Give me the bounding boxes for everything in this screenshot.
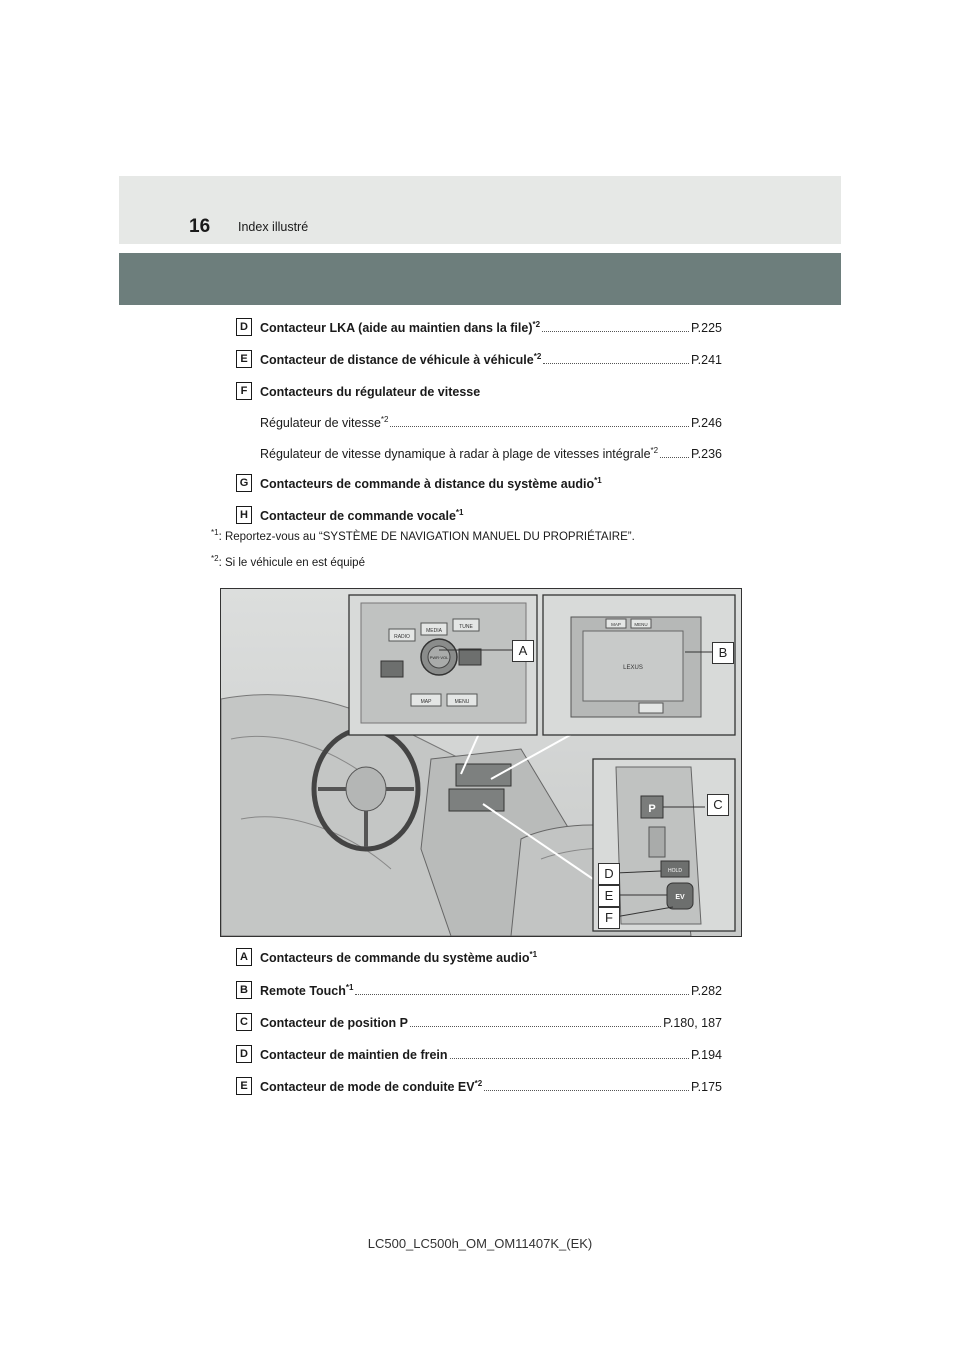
dot-leader [410,1025,661,1027]
entry-text: Contacteurs du régulateur de vitesse [260,385,481,399]
header-band [119,253,841,305]
entry-sup: *2 [650,445,659,455]
letter-box-e: E [236,350,252,368]
entry-text: Régulateur de vitesse [260,416,381,430]
entry-ev-mode [236,1074,722,1094]
footnote-text: : Si le véhicule en est équipé [218,557,365,569]
footnote-text: : Reportez-vous au “SYSTÈME DE NAVIGATION MANUEL DU PROPRIÉTAIRE”. [218,531,635,543]
letter-box-h: H [236,506,252,524]
entry-sup: *1 [529,949,538,959]
page-number: 16 [189,216,211,237]
entry-page-link[interactable]: P.180, 187 [663,1016,722,1030]
entry-text: Contacteur LKA (aide au maintien dans la file) [260,321,533,335]
entry-page-link[interactable]: P.225 [690,321,722,335]
menu-button-text: MENU [454,699,470,705]
figure-label-e: E [598,885,620,907]
dot-leader [450,1057,689,1059]
entry-page-link[interactable]: P.236 [690,447,722,461]
hold-button-text: HOLD [668,868,682,874]
footnote-2 [211,554,365,569]
entry-text: Remote Touch [260,984,346,998]
entry-cruise-switches [236,379,722,399]
page-header [119,176,841,244]
letter-box-a: A [236,948,252,966]
dot-leader [543,362,689,364]
letter-box-f: F [236,382,252,400]
entry-lka-switch [236,315,722,335]
figure-label-b: B [712,642,734,664]
lexus-logo-text: LEXUS [623,665,643,671]
letter-box-c: C [236,1013,252,1031]
entry-audio-switches [236,945,722,965]
entry-text: Contacteurs de commande du système audio [260,951,530,965]
section-title: Index illustré [238,220,309,234]
dot-leader [484,1089,689,1091]
footnote-mark: *1 [211,528,219,538]
remote-map-text: MAP [611,622,621,627]
entry-sup: *2 [474,1078,483,1088]
remote-menu-text: MENU [634,622,648,627]
footnote-mark: *2 [211,554,219,564]
media-button-text: MEDIA [426,628,442,634]
footnote-1 [211,528,635,543]
entry-text: Contacteurs de commande à distance du système audio [260,477,595,491]
entry-text: Contacteur de maintien de frein [260,1048,448,1062]
letter-box-g: G [236,474,252,492]
entry-text: Contacteur de commande vocale [260,509,456,523]
entry-sup: *2 [532,319,541,329]
interior-illustration [220,588,742,937]
power-vol-text: PWR·VOL [429,655,449,660]
entry-radar-cruise [236,441,722,461]
letter-box-e-bottom: E [236,1077,252,1095]
document-code: LC500_LC500h_OM_OM11407K_(EK) [367,1236,593,1251]
ev-button-text: EV [675,894,685,901]
letter-box-d-bottom: D [236,1045,252,1063]
entry-cruise-control [236,410,722,430]
entry-distance-switch [236,347,722,367]
letter-box-d: D [236,318,252,336]
figure-label-a: A [512,640,534,662]
entry-sup: *1 [455,507,464,517]
entry-sup: *1 [594,475,602,485]
letter-box-b: B [236,981,252,999]
figure-label-c: C [707,794,729,816]
entry-sup: *2 [380,414,389,424]
entry-text: Contacteur de mode de conduite EV [260,1080,475,1094]
entry-p-position [236,1010,722,1030]
dot-leader [660,456,689,458]
entry-text: Contacteur de distance de véhicule à véhicule [260,353,534,367]
entry-page-link[interactable]: P.194 [690,1048,722,1062]
entry-text: Régulateur de vitesse dynamique à radar à plage de vitesses intégrale [260,447,651,461]
entry-voice-switch [236,503,722,523]
entry-audio-remote [236,471,722,491]
figure-label-f: F [598,907,620,929]
entry-page-link[interactable]: P.175 [690,1080,722,1094]
entry-page-link[interactable]: P.282 [690,984,722,998]
dot-leader [355,993,688,995]
figure-label-d: D [598,863,620,885]
map-button-text: MAP [420,699,432,705]
entry-page-link[interactable]: P.246 [690,416,722,430]
entry-text: Contacteur de position P [260,1016,408,1030]
radio-button-text: RADIO [394,634,410,640]
dot-leader [390,425,688,427]
p-button-text: P [648,803,656,815]
entry-page-link[interactable]: P.241 [690,353,722,367]
tune-button-text: TUNE [459,624,473,630]
entry-sup: *1 [345,982,354,992]
entry-sup: *2 [533,351,542,361]
entry-brake-hold [236,1042,722,1062]
entry-remote-touch [236,978,722,998]
dot-leader [542,330,689,332]
